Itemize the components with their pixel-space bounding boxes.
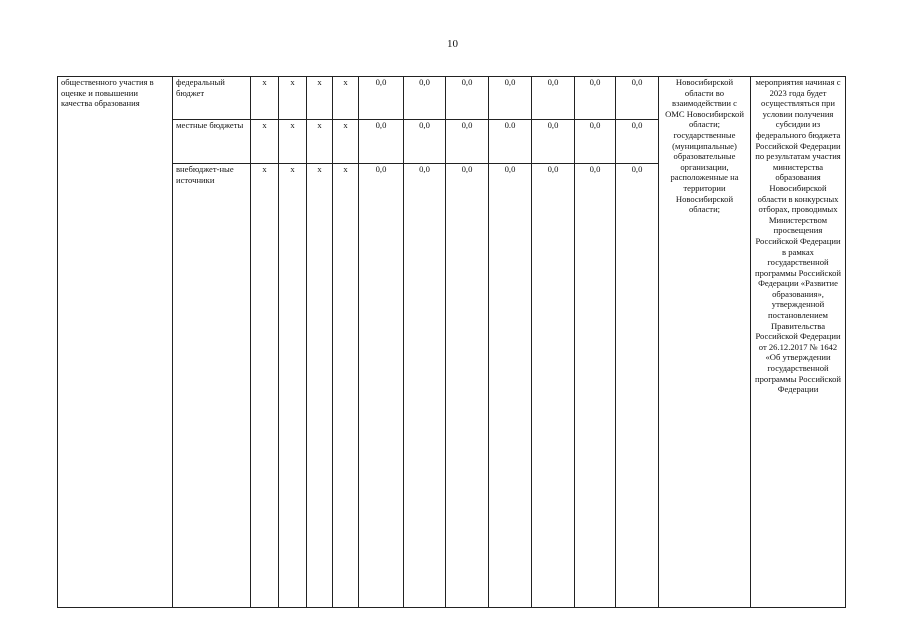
- value-cell: 0,0: [446, 77, 489, 120]
- mark-cell: x: [307, 77, 333, 120]
- mark-cell: x: [251, 164, 279, 608]
- value-cell: 0,0: [404, 120, 446, 164]
- value-cell: 0,0: [489, 77, 532, 120]
- mark-cell: x: [279, 120, 307, 164]
- funding-source: внебюджет-ные источники: [173, 164, 251, 608]
- mark-cell: x: [307, 120, 333, 164]
- funding-source: федеральный бюджет: [173, 77, 251, 120]
- value-cell: 0,0: [446, 120, 489, 164]
- mark-cell: x: [279, 164, 307, 608]
- value-cell: 0,0: [359, 164, 404, 608]
- value-cell: 0,0: [532, 77, 575, 120]
- note-cell: мероприятия начиная с 2023 года будет осуществляться при условии получения субсидии из федерального бюджета Российской Федерации по результатам участия министерства образования Новосибирской области в конкурсных отборах, проводимых Министерством просвещения Российской Федерации в рамках государственной программы Российской Федерации «Развитие образования», утвержденной постановлением Правительства Российской Федерации от 26.12.2017 № 1642 «Об утверждении государственной программы Российской Федерации: [751, 77, 846, 608]
- executors-cell: Новосибирской области во взаимодействии с ОМС Новосибирской области; государственные (муниципальные) образовательные организации, расположенные на территории Новосибирской области;: [659, 77, 751, 608]
- value-cell: 0,0: [616, 164, 659, 608]
- value-cell: 0,0: [359, 120, 404, 164]
- value-cell: 0.0: [489, 120, 532, 164]
- activity-cell: общественного участия в оценке и повышении качества образования: [58, 77, 173, 608]
- funding-source: местные бюджеты: [173, 120, 251, 164]
- value-cell: 0,0: [404, 77, 446, 120]
- mark-cell: x: [333, 164, 359, 608]
- value-cell: 0,0: [616, 77, 659, 120]
- value-cell: 0,0: [575, 77, 616, 120]
- value-cell: 0,0: [532, 164, 575, 608]
- mark-cell: x: [333, 77, 359, 120]
- value-cell: 0,0: [446, 164, 489, 608]
- value-cell: 0,0: [359, 77, 404, 120]
- mark-cell: x: [251, 120, 279, 164]
- mark-cell: x: [251, 77, 279, 120]
- mark-cell: x: [333, 120, 359, 164]
- value-cell: 0,0: [575, 164, 616, 608]
- value-cell: 0,0: [532, 120, 575, 164]
- value-cell: 0,0: [404, 164, 446, 608]
- value-cell: 0,0: [616, 120, 659, 164]
- page-number: 10: [447, 38, 458, 50]
- program-table: [57, 76, 846, 608]
- table-row: [58, 77, 846, 120]
- mark-cell: x: [279, 77, 307, 120]
- value-cell: 0,0: [575, 120, 616, 164]
- value-cell: 0,0: [489, 164, 532, 608]
- mark-cell: x: [307, 164, 333, 608]
